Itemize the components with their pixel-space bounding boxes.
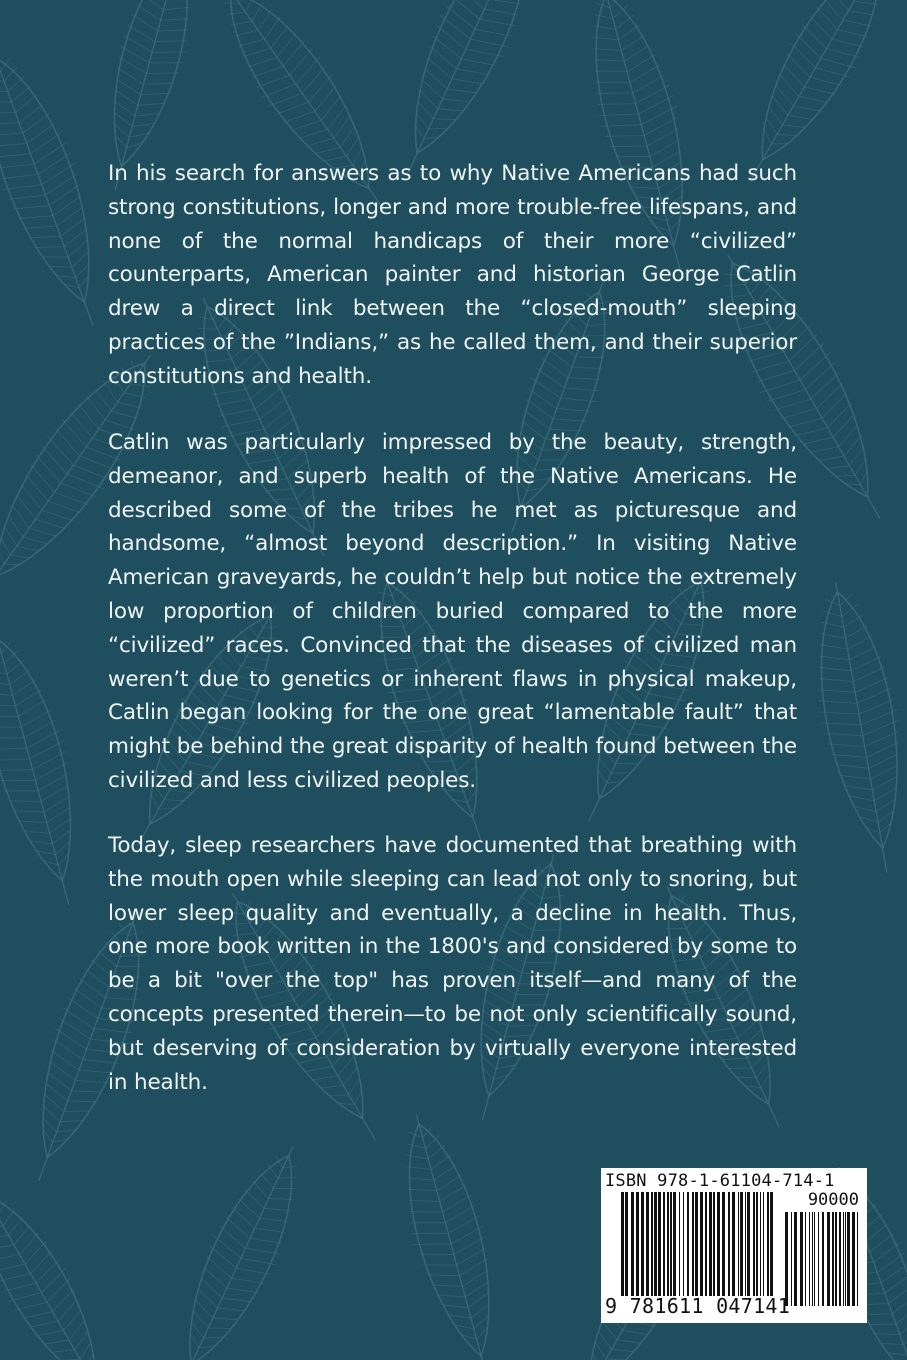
feather-motif	[0, 620, 106, 915]
isbn-label: ISBN 978-1-61104-714-1	[605, 1171, 835, 1191]
price-code: 90000	[807, 1190, 859, 1210]
feather-motif	[797, 575, 907, 879]
feather-motif	[0, 1169, 136, 1360]
isbn-barcode	[601, 1168, 867, 1323]
feather-motif	[381, 1105, 522, 1360]
blurb-paragraph-2: Catlin was particularly impressed by the beauty, strength, demeanor, and superb health of the Native Americans. He described some of the tribes he met as picturesque and handsome, “almost beyond description.” In visiting Native American graveyards, he couldn’t help but notice the extremely low proportion of children buried compared to the more “civilized” races. Convinced that the diseases of civilized man weren’t due to genetics or inherent flaws in physical makeup, Catlin began looking for the one great “lamentable fault” that might be behind the great disparity of health found between the civilized and less civilized peoples.	[108, 430, 797, 793]
barcode-digits: 9 781611 047141	[605, 1294, 791, 1318]
blurb-paragraph-1: In his search for answers as to why Native Americans had such strong constitutions, longer and more trouble-free lifespans, and none of the normal handicaps of their more “civilized” counterparts, American painter and historian George Catlin drew a direct link between the “closed-mouth” sleeping practices of the ”Indians,” as he called them, and their superior constitutions and health.	[108, 161, 797, 389]
feather-motif	[149, 1132, 324, 1360]
blurb-paragraph-3: Today, sleep researchers have documented that breathing with the mouth open while sleeping can lead not only to snoring, but lower sleep quality and eventually, a decline in health. Thus, one more book written in the 1800's and considered by some to be a bit "over the top" has proven itself—and many of the concepts presented therein—to be not only scientifically sound, but deserving of consideration by virtually everyone interested in health.	[108, 833, 797, 1095]
